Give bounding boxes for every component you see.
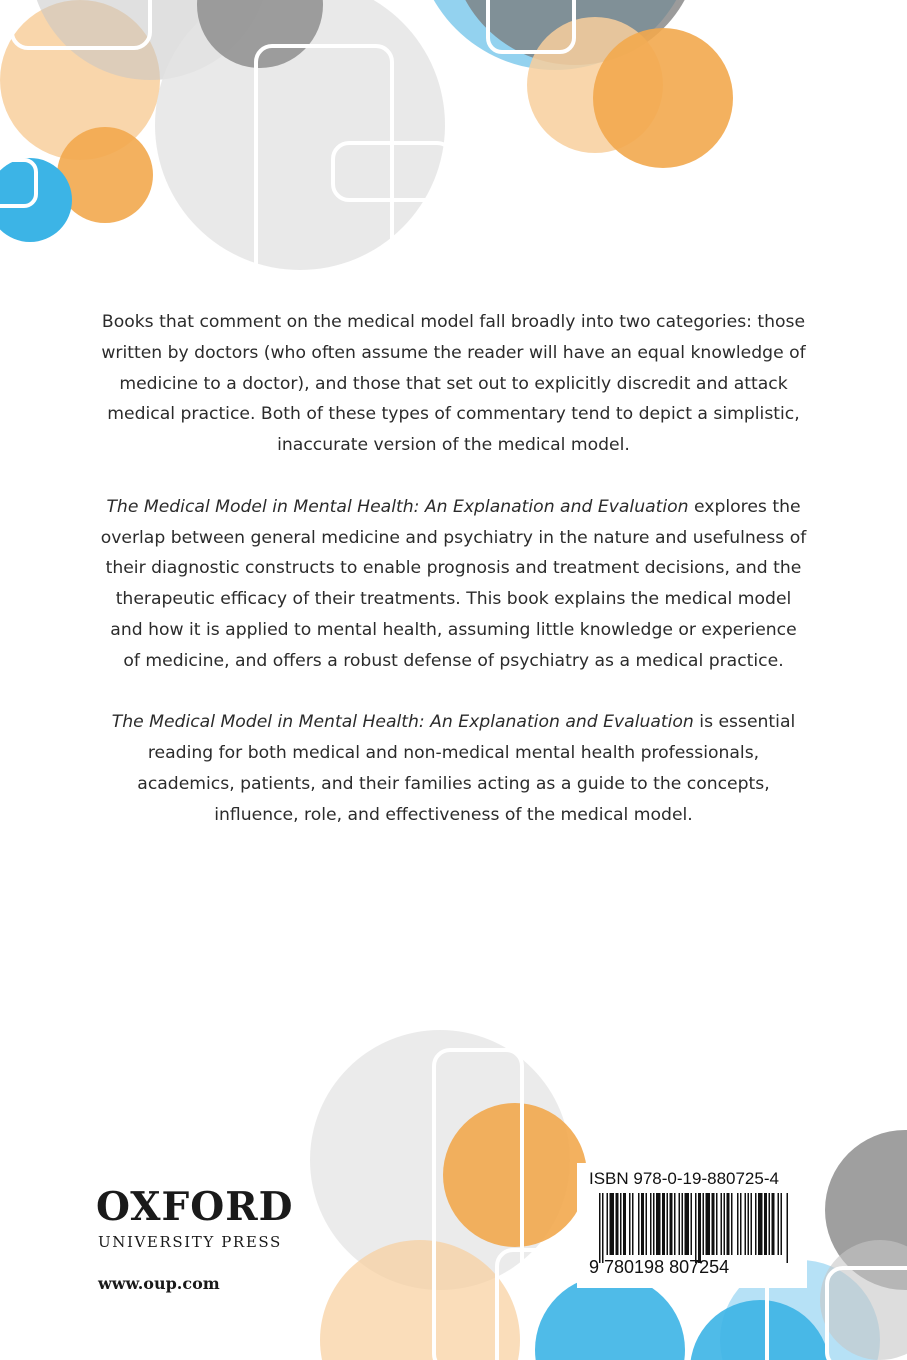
barcode-bar [610,1193,615,1255]
blurb-paragraph-3-text: is essential reading for both medical and non-medical mental health professionals, academics, patients, and their families acting as a guide to the concepts, influence, role, and effectiveness of the medical model. [137,712,796,825]
barcode-bar [629,1193,631,1255]
barcode-bar [653,1193,655,1255]
blurb-paragraph-1: Books that comment on the medical model fall broadly into two categories: those written by doctors (who often assume the reader will have an equal knowledge of medicine to a doctor), and those that set out to explicitly discredit and attack medical practice. Both of these types of commentary tend to depict a simplistic, inaccurate version of the medical model. [101,312,806,456]
barcode-bar [769,1193,771,1255]
barcode-bar [691,1193,693,1255]
barcode-bar [667,1193,669,1255]
blurb-paragraph-3 [100,707,807,830]
barcode-bar [764,1193,767,1255]
barcode-bar [787,1193,789,1263]
barcode-bar [674,1193,676,1255]
barcode-bar [755,1193,757,1255]
barcode-bar [662,1193,665,1255]
barcode-bar [706,1193,711,1255]
barcode-bar [670,1193,673,1255]
barcode-bar [632,1193,634,1255]
barcode-bar [745,1193,747,1255]
barcode-bar [638,1193,640,1255]
barcode-bar [695,1193,697,1263]
book-title-italic: The Medical Model in Mental Health: An Explanation and Evaluation [111,712,694,733]
barcode-bar [716,1193,718,1255]
barcode-bar [721,1193,723,1255]
barcode-bar [656,1193,661,1255]
barcode-bar [646,1193,648,1255]
barcode-bar [751,1193,753,1255]
barcode-bar [616,1193,619,1255]
barcode-bar [781,1193,783,1255]
barcode-bar [758,1193,763,1255]
publisher-website: www.oup.com [98,1274,220,1293]
barcode-bar [703,1193,705,1255]
barcode-digits: 9 780198 807254 [589,1257,730,1277]
barcode-bar [712,1193,715,1255]
barcode-bar [650,1193,652,1255]
publisher-logo-oxford: OXFORD [96,1184,294,1230]
publisher-logo-subtitle: UNIVERSITY PRESS [98,1233,282,1251]
barcode-bar [620,1193,622,1255]
barcode-bar [778,1193,780,1255]
barcode-bar [623,1193,626,1255]
barcode-bar [685,1193,690,1255]
barcode-bar [607,1193,609,1255]
barcode-bars [577,1163,807,1288]
barcode-bar [698,1193,701,1263]
barcode-bar [737,1193,739,1255]
back-cover-blurb [100,307,807,861]
barcode-bar [602,1193,604,1263]
barcode-bar [731,1193,733,1255]
barcode-bar [641,1193,644,1255]
barcode-bar [727,1193,730,1255]
barcode-bar [748,1193,750,1255]
barcode-bar [740,1193,742,1255]
isbn-label: ISBN 978-0-19-880725-4 [589,1169,779,1188]
book-title-italic: The Medical Model in Mental Health: An Explanation and Evaluation [106,496,689,517]
barcode-bar [679,1193,681,1255]
isbn-barcode [577,1163,807,1288]
barcode-bar [724,1193,726,1255]
blurb-paragraph-2 [100,492,807,677]
barcode-bar [599,1193,601,1263]
barcode-bar [682,1193,684,1255]
barcode-bar [772,1193,775,1255]
blurb-paragraph-2-text: explores the overlap between general medicine and psychiatry in the nature and usefulness of their diagnostic constructs to enable prognosis and treatment decisions, and the therapeutic efficacy of their treatments. This book explains the medical model and how it is applied to mental health, assuming little knowledge or experience of medicine, and offers a robust defense of psychiatry as a medical practice. [100,496,807,671]
